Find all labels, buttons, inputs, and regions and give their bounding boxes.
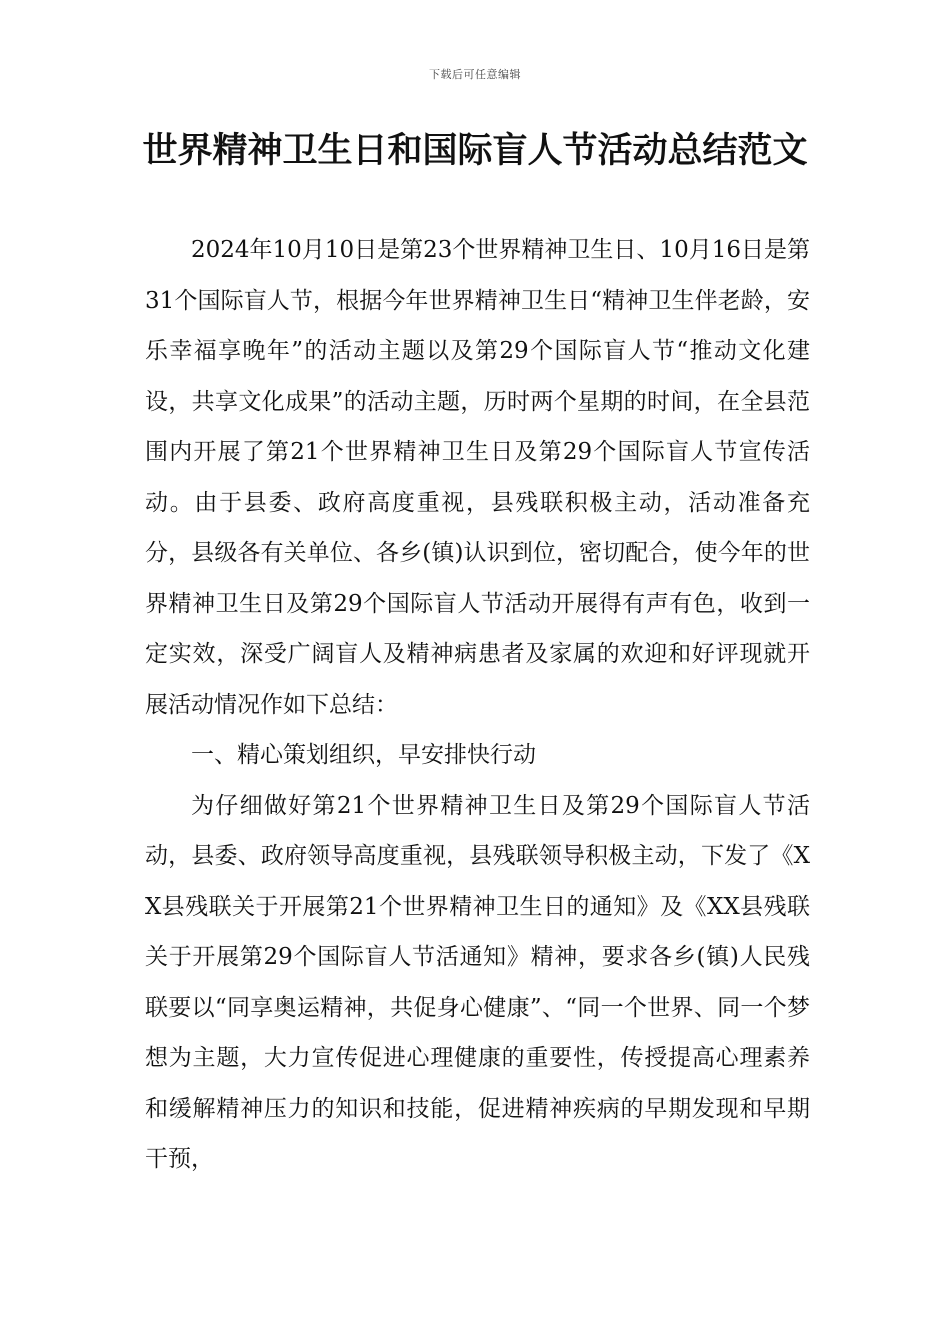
document-title: 世界精神卫生日和国际盲人节活动总结范文 <box>142 131 808 171</box>
paragraph-intro: 2024年10月10日是第23个世界精神卫生日、10月16日是第31个国际盲人节，根据今年世界精神卫生日“精神卫生伴老龄，安乐幸福享晚年”的活动主题以及第29个国际盲人节“推动文化建设，共享文化成果”的活动主题，历时两个星期的时间，在全县范围内开展了第21个世界精神卫生日及第29个国际盲人节宣传活动。由于县委、政府高度重视，县残联积极主动，活动准备充分，县级各有关单位、各乡(镇)认识到位，密切配合，使今年的世界精神卫生日及第29个国际盲人节活动开展得有声有色，收到一定实效，深受广阔盲人及精神病患者及家属的欢迎和好评现就开展活动情况作如下总结： <box>145 237 810 718</box>
document-body <box>145 225 810 1185</box>
paragraph-section-1: 为仔细做好第21个世界精神卫生日及第29个国际盲人节活动，县委、政府领导高度重视，县残联领导积极主动，下发了《XX县残联关于开展第21个世界精神卫生日的通知》及《XX县残联关于开展第29个国际盲人节活通知》精神，要求各乡(镇)人民残联要以“同享奥运精神，共促身心健康”、“同一个世界、同一个梦想为主题，大力宣传促进心理健康的重要性，传授提高心理素养和缓解精神压力的知识和技能，促进精神疾病的早期发现和早期干预， <box>145 792 810 1172</box>
section-heading-1: 一、精心策划组织，早安排快行动 <box>191 742 536 768</box>
header-note: 下载后可任意编辑 <box>429 68 521 81</box>
